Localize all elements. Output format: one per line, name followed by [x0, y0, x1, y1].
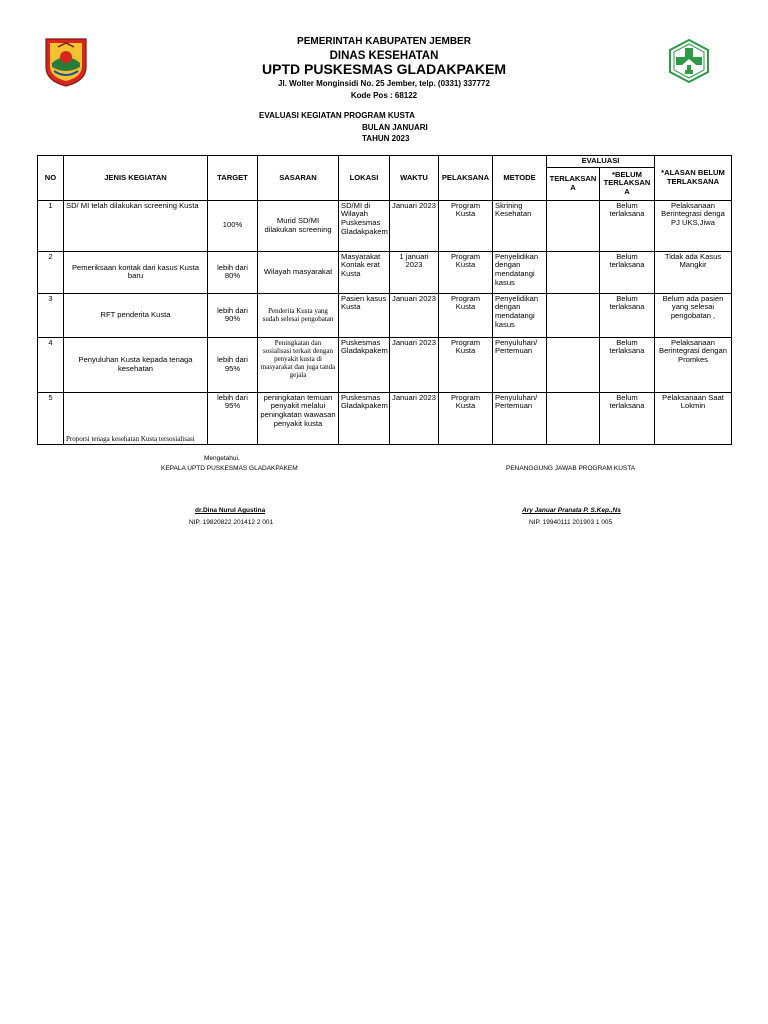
header-no: NO	[38, 156, 64, 201]
header-reason: *ALASAN BELUM TERLAKSANA	[655, 156, 732, 201]
row-not-done: Belum terlaksana	[600, 251, 655, 293]
row-not-done: Belum terlaksana	[600, 293, 655, 337]
header-evaluation: EVALUASI	[547, 156, 655, 168]
head-title: KEPALA UPTD PUSKESMAS GLADAKPAKEM	[161, 465, 298, 472]
postal-code: Kode Pos : 68122	[350, 91, 418, 100]
row-time: 1 januari 2023	[390, 251, 439, 293]
row-location: Puskesmas Gladakpakem	[339, 337, 390, 392]
row-executor: Program Kusta	[439, 392, 493, 444]
row-no: 3	[38, 293, 64, 337]
row-location: Pasien kasus Kusta	[339, 293, 390, 337]
row-activity: Pemeriksaan kontak dari kasus Kusta baru	[64, 251, 208, 293]
table-row	[38, 200, 732, 251]
unit-name: UPTD PUSKESMAS GLADAKPAKEM	[262, 61, 506, 77]
responsible-nip: NIP. 19940111 201903 1 005	[529, 519, 613, 526]
row-done	[547, 251, 600, 293]
row-activity: Penyuluhan Kusta kepada tenaga kesehatan	[64, 337, 208, 392]
row-method: Skrining Kesehatan	[493, 200, 547, 251]
row-reason: Tidak ada Kasus Mangkir	[655, 251, 732, 293]
row-done	[547, 200, 600, 251]
row-objective: Penderita Kusta yang sudah selesai pengobatan	[258, 293, 339, 337]
document-title: EVALUASI KEGIATAN PROGRAM KUSTA	[259, 111, 415, 120]
government-name: PEMERINTAH KABUPATEN JEMBER	[297, 36, 471, 47]
row-activity: Proporsi tenaga kesehatan Kusta tersosialisasi	[64, 392, 208, 444]
row-method: Penyuluhan/ Pertemuan	[493, 337, 547, 392]
row-done	[547, 293, 600, 337]
row-no: 1	[38, 200, 64, 251]
row-activity: SD/ MI telah dilakukan screening Kusta	[64, 200, 208, 251]
document-year: TAHUN 2023	[362, 134, 410, 143]
row-reason: Pelaksanaan Berintegrasi dengan Promkes	[655, 337, 732, 392]
acknowledged-label: Mengetahui,	[204, 455, 240, 462]
row-time: Januari 2023	[390, 337, 439, 392]
row-executor: Program Kusta	[439, 337, 493, 392]
address: Jl. Wolter Monginsidi No. 25 Jember, telp. (0331) 337772	[278, 79, 490, 88]
row-time: Januari 2023	[390, 392, 439, 444]
row-location: Puskesmas Gladakpakem	[339, 392, 390, 444]
head-name: dr.Dina Nurul Agustina	[195, 507, 266, 514]
department-name: DINAS KESEHATAN	[329, 50, 439, 62]
row-executor: Program Kusta	[439, 200, 493, 251]
row-objective: Peningkatan dan sosialisasi terkait dengan penyakit kusta di masyarakat dan juga tanda gejala	[258, 337, 339, 392]
row-location: SD/MI di Wilayah Puskesmas Gladakpakem	[339, 200, 390, 251]
header-not-done: *BELUM TERLAKSAN A	[600, 167, 655, 200]
header-method: METODE	[493, 156, 547, 201]
header-activity: JENIS KEGIATAN	[64, 156, 208, 201]
row-time: Januari 2023	[390, 293, 439, 337]
row-executor: Program Kusta	[439, 251, 493, 293]
row-target: lebih dari 90%	[208, 293, 258, 337]
row-target: lebih dari 95%	[208, 392, 258, 444]
row-no: 4	[38, 337, 64, 392]
row-objective: Wilayah masyarakat	[258, 251, 339, 293]
row-target: lebih dari 80%	[208, 251, 258, 293]
table-row	[38, 251, 732, 293]
row-done	[547, 337, 600, 392]
header-objective: SASARAN	[258, 156, 339, 201]
header-executor: PELAKSANA	[439, 156, 493, 201]
row-done	[547, 392, 600, 444]
document-month: BULAN JANUARI	[362, 123, 428, 132]
row-method: Penyelidikan dengan mendatangi kasus	[493, 251, 547, 293]
row-location: Masyarakat Kontak erat Kusta	[339, 251, 390, 293]
row-not-done: Belum terlaksana	[600, 337, 655, 392]
row-method: Penyelidikan dengan mendatangi kasus	[493, 293, 547, 337]
row-executor: Program Kusta	[439, 293, 493, 337]
row-reason: Pelaksanaan Berintegrasi denga PJ UKS,Jiwa	[655, 200, 732, 251]
responsible-name: Ary Januar Pranata P. S.Kep.,Ns	[522, 507, 621, 514]
responsible-title: PENANGGUNG JAWAB PROGRAM KUSTA	[506, 465, 636, 472]
row-time: Januari 2023	[390, 200, 439, 251]
header-target: TARGET	[208, 156, 258, 201]
row-reason: Belum ada pasien yang selesai pengobatan ,	[655, 293, 732, 337]
table-row	[38, 293, 732, 337]
header-time: WAKTU	[390, 156, 439, 201]
row-not-done: Belum terlaksana	[600, 200, 655, 251]
row-method: Penyuluhan/ Pertemuan	[493, 392, 547, 444]
header-done: TERLAKSAN A	[547, 167, 600, 200]
table-row	[38, 337, 732, 392]
table-row	[38, 392, 732, 444]
row-reason: Pelaksanaan Saat Lokmin	[655, 392, 732, 444]
row-target: 100%	[208, 200, 258, 251]
row-no: 2	[38, 251, 64, 293]
row-target: lebih dari 95%	[208, 337, 258, 392]
head-nip: NIP. 19820822 201412 2 001	[189, 519, 274, 526]
row-no: 5	[38, 392, 64, 444]
row-objective: peningkatan temuan penyakit melalui peningkatan wawasan penyakit kusta	[258, 392, 339, 444]
row-objective: Murid SD/MI dilakukan screening	[258, 200, 339, 251]
row-activity: RFT penderita Kusta	[64, 293, 208, 337]
evaluation-table	[37, 155, 732, 445]
header-location: LOKASI	[339, 156, 390, 201]
row-not-done: Belum terlaksana	[600, 392, 655, 444]
